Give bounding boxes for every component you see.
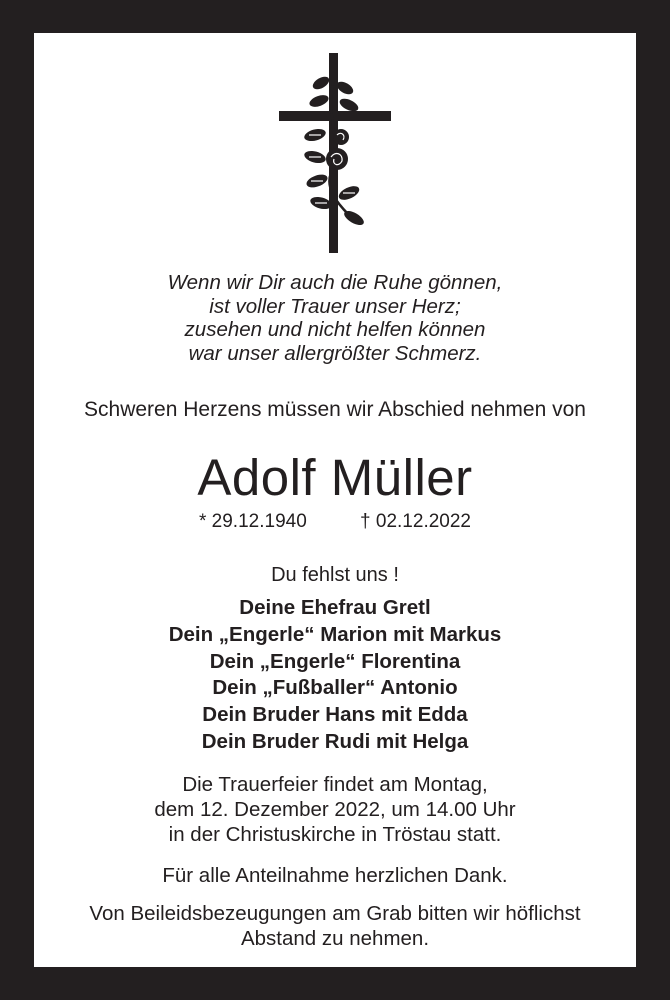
thanks-text: Für alle Anteilnahme herzlichen Dank. [162, 864, 508, 887]
birth-date: * 29.12.1940 [199, 511, 307, 532]
funeral-info [34, 772, 636, 847]
poem-line: zusehen und nicht helfen können [184, 318, 486, 341]
funeral-line: dem 12. Dezember 2022, um 14.00 Uhr [154, 798, 516, 821]
mourner: Dein Bruder Hans mit Edda [202, 703, 468, 727]
mourner: Dein „Engerle“ Marion mit Markus [168, 622, 502, 646]
mourner: Deine Ehefrau Gretl [239, 596, 431, 619]
obituary-card [34, 33, 636, 967]
funeral-line: in der Christuskirche in Tröstau statt. [168, 823, 502, 846]
poem-line: ist voller Trauer unser Herz; [209, 294, 461, 318]
mourner: Dein „Engerle“ Florentina [209, 649, 461, 673]
cross-with-roses-icon [279, 53, 391, 253]
mourner: Dein Bruder Rudi mit Helga [201, 729, 469, 753]
death-date: † 02.12.2022 [360, 511, 471, 532]
deceased-name: Adolf Müller [197, 449, 473, 506]
poem-line: Wenn wir Dir auch die Ruhe gönnen, [167, 271, 503, 294]
funeral-line: Die Trauerfeier findet am Montag, [182, 773, 488, 796]
condolence-line: Von Beileidsbezeugungen am Grab bitten wir höflichst [89, 902, 581, 925]
condolence-note [34, 901, 636, 951]
poem [34, 271, 636, 365]
poem-line: war unser allergrößter Schmerz. [188, 341, 482, 365]
farewell-intro: Schweren Herzens müssen wir Abschied nehmen von [84, 398, 586, 421]
missing-text: Du fehlst uns ! [271, 564, 399, 586]
life-dates [34, 510, 636, 534]
condolence-line: Abstand zu nehmen. [240, 927, 430, 950]
mourner: Dein „Fußballer“ Antonio [212, 676, 458, 700]
mourners-list [34, 595, 636, 756]
